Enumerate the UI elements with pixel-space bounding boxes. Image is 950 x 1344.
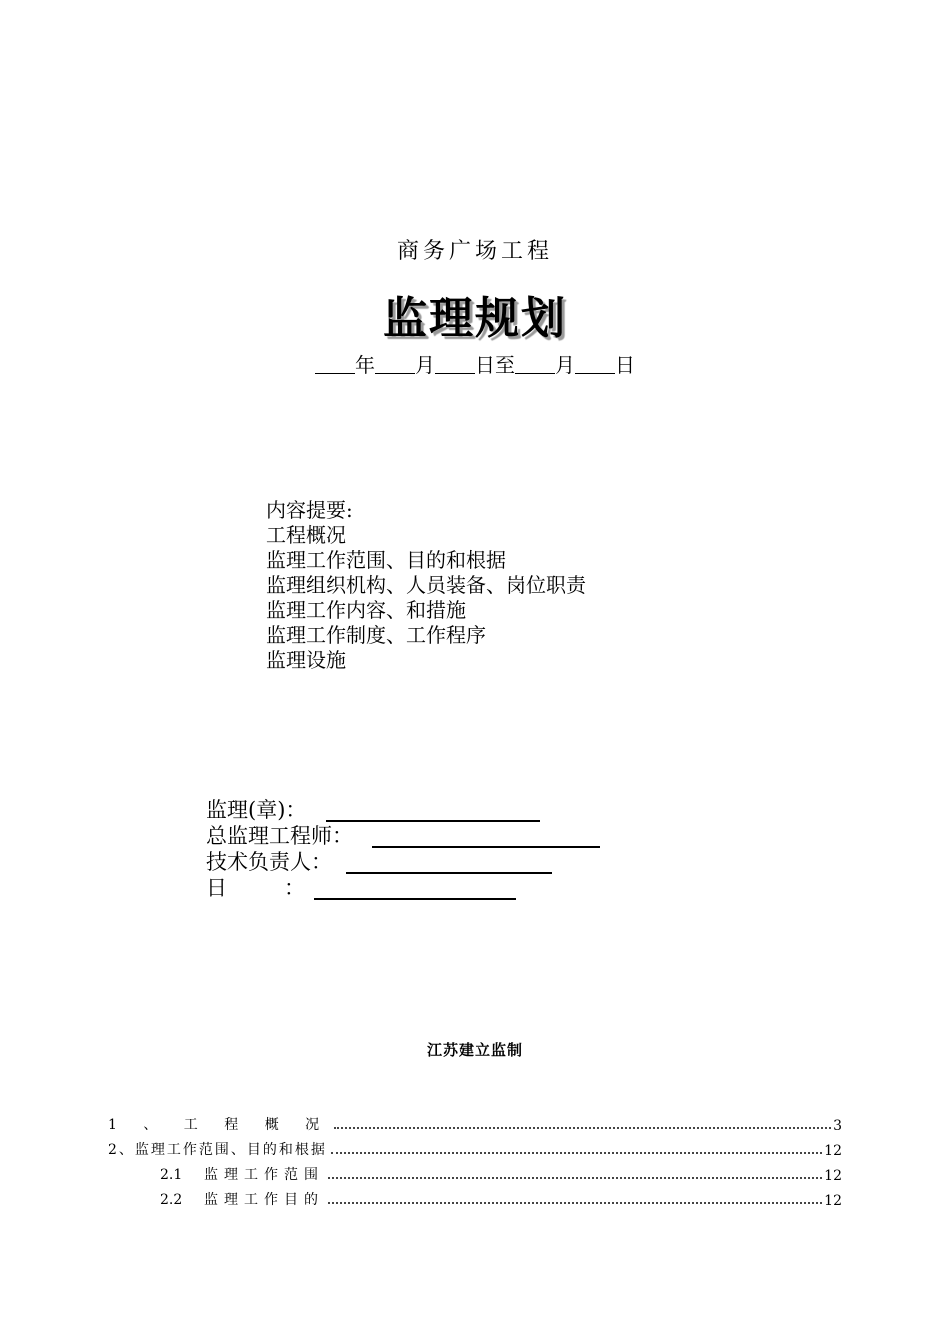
toc-page-number: 12 xyxy=(824,1193,842,1209)
date-label: 日 xyxy=(206,876,227,900)
seal-row xyxy=(206,797,353,823)
toc-leader-dots xyxy=(334,1127,831,1129)
content-summary xyxy=(266,498,586,673)
toc-leader-dots xyxy=(328,1177,822,1179)
toc-entry[interactable] xyxy=(108,1184,842,1209)
toc-page-number: 12 xyxy=(824,1168,842,1184)
table-of-contents xyxy=(108,1109,842,1209)
toc-entry-number: 2.2 xyxy=(160,1192,183,1208)
date-colon: ： xyxy=(284,876,305,900)
blank-line xyxy=(515,355,555,374)
toc-entry-label xyxy=(160,1189,324,1209)
seal-signature-line xyxy=(326,819,540,822)
summary-item: 工程概况 xyxy=(266,523,346,547)
project-name: 商务广场工程 xyxy=(396,239,553,264)
toc-entry-text: 监理工作范围 xyxy=(204,1167,324,1183)
summary-item: 监理工作范围、目的和根据 xyxy=(266,548,506,572)
summary-item: 监理工作制度、工作程序 xyxy=(266,623,486,647)
blank-line xyxy=(375,355,415,374)
toc-entry-number: 2.1 xyxy=(160,1167,183,1183)
company-name: 江苏建立监制 xyxy=(426,1041,523,1059)
toc-entry-text: 监理工作目的 xyxy=(204,1192,324,1208)
toc-entry-label xyxy=(160,1164,324,1184)
technical-lead-signature-line xyxy=(346,871,552,874)
toc-leader-dots xyxy=(331,1152,822,1154)
chief-engineer-label: 总监理工程师： xyxy=(206,824,353,848)
date-day-to-label: 日至 xyxy=(475,353,515,377)
signature-block xyxy=(206,797,353,901)
toc-page-number: 3 xyxy=(833,1118,842,1134)
toc-leader-dots xyxy=(328,1202,822,1204)
date-year-label: 年 xyxy=(355,353,375,377)
summary-heading: 内容提要: xyxy=(266,498,353,522)
date-month-label: 月 xyxy=(415,353,435,377)
blank-line xyxy=(315,355,355,374)
summary-item: 监理组织机构、人员装备、岗位职责 xyxy=(266,573,586,597)
toc-entry[interactable] xyxy=(108,1159,842,1184)
seal-label: 监理(章)： xyxy=(206,798,307,822)
chief-engineer-row xyxy=(206,823,353,849)
summary-item: 监理工作内容、和措施 xyxy=(266,598,466,622)
toc-entry[interactable] xyxy=(108,1109,842,1134)
date-day-label: 日 xyxy=(615,353,635,377)
toc-entry-label: 2、监理工作范围、目的和根据 xyxy=(108,1142,327,1158)
date-range-line xyxy=(0,349,950,378)
document-title: 监理规划 xyxy=(383,293,567,344)
chief-engineer-signature-line xyxy=(372,845,600,848)
toc-entry-label: 1 、 工 程 概 况 xyxy=(108,1117,331,1133)
date-month-label: 月 xyxy=(555,353,575,377)
technical-lead-row xyxy=(206,849,353,875)
summary-item: 监理设施 xyxy=(266,648,346,672)
toc-entry[interactable] xyxy=(108,1134,842,1159)
date-signature-line xyxy=(314,897,516,900)
toc-page-number: 12 xyxy=(824,1143,842,1159)
blank-line xyxy=(575,355,615,374)
date-row xyxy=(206,875,353,901)
technical-lead-label: 技术负责人： xyxy=(206,850,332,874)
blank-line xyxy=(435,355,475,374)
